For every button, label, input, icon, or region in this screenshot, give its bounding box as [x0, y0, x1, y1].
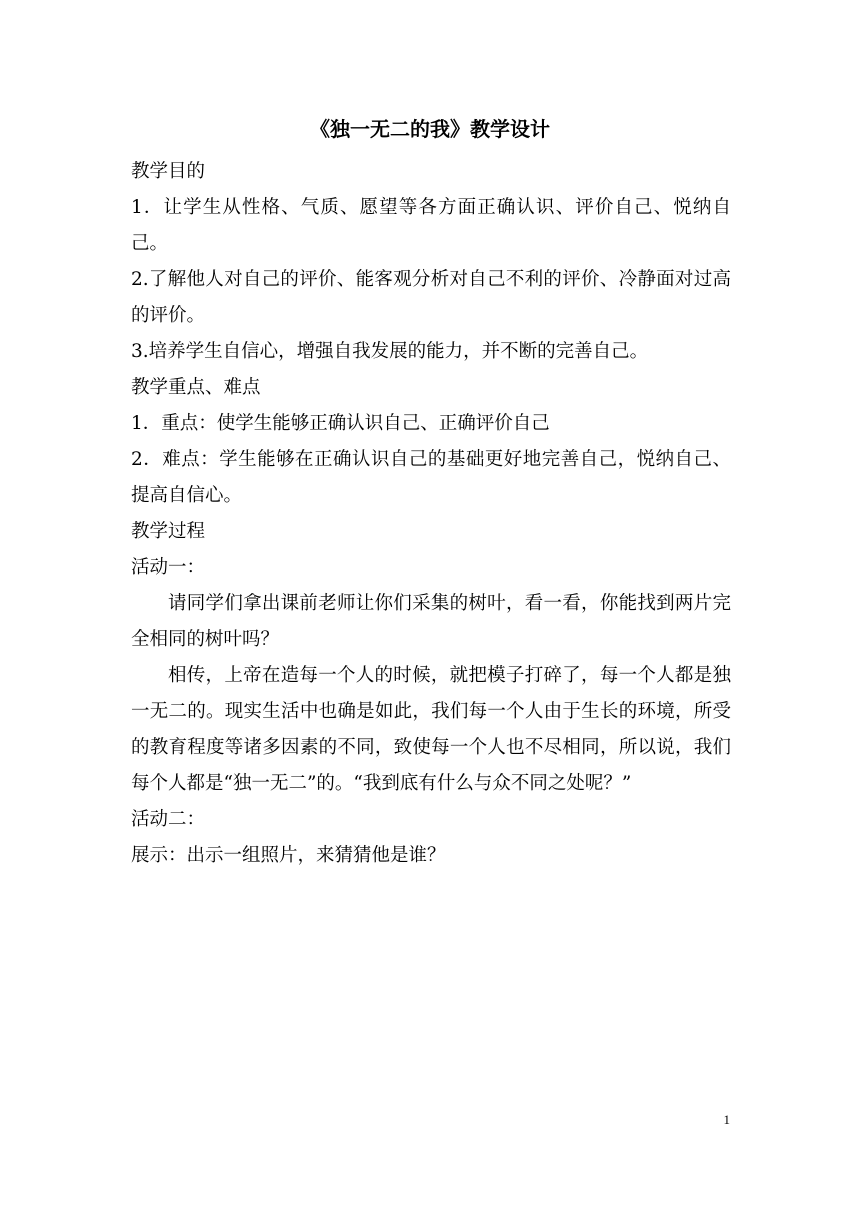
activity-two-paragraph-1: 展示：出示一组照片，来猜猜他是谁？ [131, 845, 446, 866]
section-heading-process: 教学过程 [131, 521, 206, 542]
document-title: 《独一无二的我》教学设计 [310, 117, 550, 141]
objective-item-3: 3.培养学生自信心，增强自我发展的能力，并不断的完善自己。 [131, 341, 649, 362]
page-number: 1 [723, 1112, 730, 1127]
objective-item-1: 1．让学生从性格、气质、愿望等各方面正确认识、评价自己、悦纳自己。 [131, 197, 731, 254]
activity-one-heading: 活动一： [131, 557, 206, 578]
activity-one-paragraph-2: 相传，上帝在造每一个人的时候，就把模子打碎了，每一个人都是独一无二的。现实生活中也确是如此，我们每一个人由于生长的环境，所受的教育程度等诸多因素的不同，致使每一个人也不尽相同，所以说，我们每个人都是“独一无二”的。“我到底有什么与众不同之处呢？” [131, 665, 731, 794]
objective-item-2: 2.了解他人对自己的评价、能客观分析对自己不利的评价、冷静面对过高的评价。 [131, 269, 731, 326]
key-point-item-2: 2．难点：学生能够在正确认识自己的基础更好地完善自己，悦纳自己、提高自信心。 [131, 449, 731, 506]
key-point-item-1: 1．重点：使学生能够正确认识自己、正确评价自己 [131, 413, 550, 434]
activity-one-paragraph-1: 请同学们拿出课前老师让你们采集的树叶，看一看，你能找到两片完全相同的树叶吗？ [131, 593, 731, 650]
section-heading-key-points: 教学重点、难点 [131, 377, 261, 398]
activity-two-heading: 活动二： [131, 809, 206, 830]
section-heading-objectives: 教学目的 [131, 161, 206, 182]
document-body [131, 154, 731, 874]
